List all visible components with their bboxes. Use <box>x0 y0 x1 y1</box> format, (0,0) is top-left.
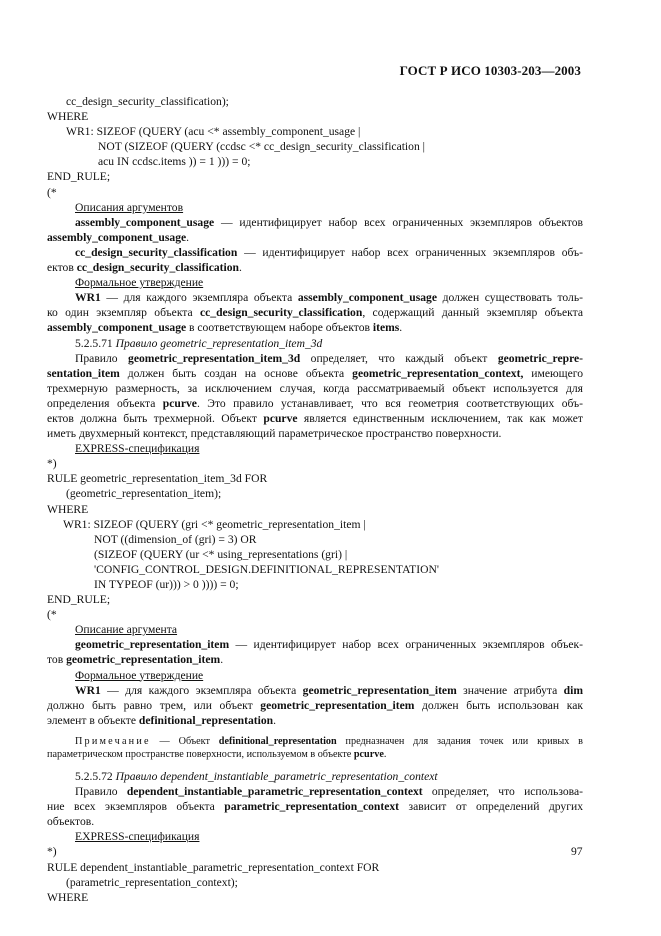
code-line: (SIZEOF (QUERY (ur <* using_representations (gri) | <box>94 547 348 561</box>
code-line: RULE geometric_representation_item_3d FOR <box>47 472 268 486</box>
code-line: NOT (SIZEOF (QUERY (ccdsc <* cc_design_security_classification | <box>98 140 425 154</box>
paragraph-line: ние всех экземпляров объекта parametric_representation_context зависит от определений других <box>47 800 583 814</box>
section-heading: EXPRESS-спецификация <box>75 442 200 456</box>
paragraph-line: assembly_component_usage. <box>47 230 190 244</box>
paragraph-line: Правило geometric_representation_item_3d определяет, что каждый объект geometric_repre- <box>75 351 584 365</box>
paragraph-line: иметь двухмерный контекст, представляющий параметрическое пространство поверхности. <box>47 427 502 441</box>
code-line: WR1: SIZEOF (QUERY (acu <* assembly_component_usage | <box>66 125 361 139</box>
page-number: 97 <box>571 845 583 858</box>
paragraph-line: geometric_representation_item — идентифицирует набор всех ограниченных экземпляров объек- <box>75 638 583 652</box>
code-line: (geometric_representation_item); <box>66 487 222 501</box>
code-line: NOT ((dimension_of (gri) = 3) OR <box>94 532 257 546</box>
code-line: END_RULE; <box>47 593 111 607</box>
code-line: WR1: SIZEOF (QUERY (gri <* geometric_representation_item | <box>63 517 366 531</box>
paragraph-line: определения объекта pcurve. Это правило устанавливает, что вся геометрия соответствующих объ- <box>47 396 584 410</box>
page-header-standard-id: ГОСТ Р ИСО 10303-203—2003 <box>399 63 581 78</box>
section-heading: EXPRESS-спецификация <box>75 830 200 844</box>
paragraph-line: sentation_item должен быть создан на основе объекта geometric_representation_context, имеющего <box>47 366 583 380</box>
paragraph-line: WR1 — для каждого экземпляра объекта assembly_component_usage должен существовать толь- <box>75 291 583 305</box>
code-line: *) <box>47 457 57 471</box>
section-heading: Формальное утверждение <box>75 668 204 682</box>
paragraph-line: объектов. <box>47 815 95 829</box>
code-line: acu IN ccdsc.items )) = 1 ))) = 0; <box>98 155 251 169</box>
note-line: параметрическом пространстве поверхности, используемом в объекте pcurve. <box>47 749 387 761</box>
code-line: 'CONFIG_CONTROL_DESIGN.DEFINITIONAL_REPRESENTATION' <box>94 562 439 576</box>
section-heading: Описания аргументов <box>75 200 184 214</box>
subsection-title: 5.2.5.71 Правило geometric_representation_item_3d <box>75 336 323 350</box>
paragraph-line: assembly_component_usage — идентифицирует набор всех ограниченных экземпляров объектов <box>75 215 583 229</box>
code-line: cc_design_security_classification); <box>66 95 229 108</box>
paragraph-line: должно быть равно трем, или объект geometric_representation_item должен быть использован как <box>47 698 583 712</box>
note-line: Примечание — Объект definitional_representation предназначен для задания точек или кривых в <box>75 735 583 747</box>
page-body <box>47 94 583 905</box>
code-line: (parametric_representation_context); <box>66 875 238 889</box>
paragraph-line: Правило dependent_instantiable_parametric_representation_context определяет, что использова- <box>75 785 583 799</box>
paragraph-line: трехмерную размерность, за исключением случая, когда рассматриваемый объект используется для <box>47 381 583 395</box>
code-line: WHERE <box>47 890 89 904</box>
code-line: RULE dependent_instantiable_parametric_representation_context FOR <box>47 860 380 874</box>
code-line: (* <box>47 608 57 622</box>
code-line: *) <box>47 845 57 859</box>
code-line: WHERE <box>47 110 89 124</box>
paragraph-line: assembly_component_usage в соответствующем наборе объектов items. <box>47 321 403 335</box>
paragraph-line: cc_design_security_classification — идентифицирует набор всех ограниченных экземпляров объ- <box>75 245 583 259</box>
code-line: (* <box>47 185 57 199</box>
code-line: IN TYPEOF (ur))) > 0 )))) = 0; <box>94 578 239 591</box>
paragraph-line: ко один экземпляр объекта cc_design_security_classification, содержащий данный экземпляр объекта <box>47 306 583 320</box>
code-line: END_RULE; <box>47 170 111 184</box>
section-heading: Формальное утверждение <box>75 276 204 290</box>
code-line: WHERE <box>47 502 89 516</box>
paragraph-line: WR1 — для каждого экземпляра объекта geometric_representation_item значение атрибута dim <box>75 683 583 697</box>
paragraph-line: ектов должна быть трехмерной. Объект pcurve является единственным исключением, так как может <box>47 411 583 425</box>
paragraph-line: ектов cc_design_security_classification. <box>47 261 242 275</box>
paragraph-line: элемент в объекте definitional_representation. <box>47 713 276 727</box>
section-heading: Описание аргумента <box>75 623 178 637</box>
subsection-title: 5.2.5.72 Правило dependent_instantiable_parametric_representation_context <box>75 769 438 783</box>
paragraph-line: тов geometric_representation_item. <box>47 653 224 667</box>
